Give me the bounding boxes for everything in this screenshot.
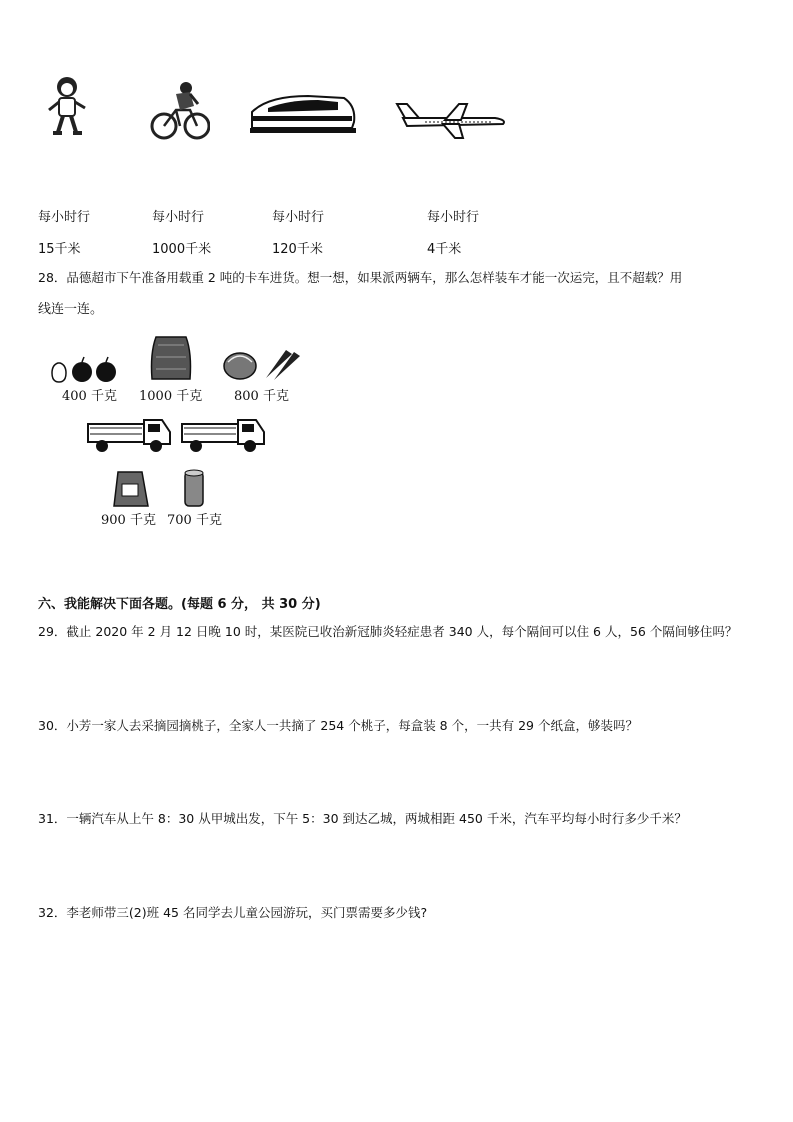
speed-value-2: 1000千米 [152, 242, 212, 257]
vegetables-icon [222, 342, 302, 382]
question-30: 30．小芳一家人去采摘园摘桃子，全家人一共摘了 254 个桃子，每盒装 8 个，一共有 29 个纸盒，够装吗？ [38, 718, 638, 733]
question-31: 31．一辆汽车从上午 8：30 从甲城出发，下午 5：30 到达乙城，两城相距 450 千米，汽车平均每小时行多少千米？ [38, 811, 687, 826]
can-icon [182, 468, 206, 510]
speed-value-4: 4千米 [427, 242, 462, 257]
fruits-icon [48, 355, 122, 383]
cyclist-image [150, 80, 210, 142]
goods-weight-700: 700 千克 [167, 513, 222, 528]
section-6-title: 六、我能解决下面各题。(每题 6 分， 共 30 分) [38, 597, 321, 612]
speed-label-4: 每小时行 [427, 210, 480, 225]
truck-icon-left [86, 414, 174, 456]
bag-icon [108, 466, 152, 510]
airplane-image [395, 100, 509, 140]
speed-value-1: 15千米 [38, 242, 81, 257]
question-28-line1: 28．品德超市下午准备用载重 2 吨的卡车进货。想一想，如果派两辆车，那么怎样装车才能一次运完，且不超载？用 [38, 270, 683, 285]
goods-weight-800: 800 千克 [234, 389, 289, 404]
goods-weight-1000: 1000 千克 [139, 389, 203, 404]
walking-child-image [46, 74, 88, 138]
question-29: 29．截止 2020 年 2 月 12 日晚 10 时，某医院已收治新冠肺炎轻症患者 340 人，每个隔间可以住 6 人，56 个隔间够住吗？ [38, 624, 738, 639]
speed-value-3: 120千米 [272, 242, 323, 257]
speed-label-2: 每小时行 [152, 210, 205, 225]
speed-label-3: 每小时行 [272, 210, 325, 225]
question-32: 32．李老师带三(2)班 45 名同学去儿童公园游玩，买门票需要多少钱? [38, 905, 428, 920]
truck-icon-right [180, 414, 268, 456]
bullet-train-image [248, 92, 358, 136]
sack-icon [148, 333, 194, 383]
question-28-line2: 线连一连。 [38, 302, 104, 317]
goods-weight-400: 400 千克 [62, 389, 117, 404]
goods-weight-900: 900 千克 [101, 513, 156, 528]
speed-label-1: 每小时行 [38, 210, 91, 225]
